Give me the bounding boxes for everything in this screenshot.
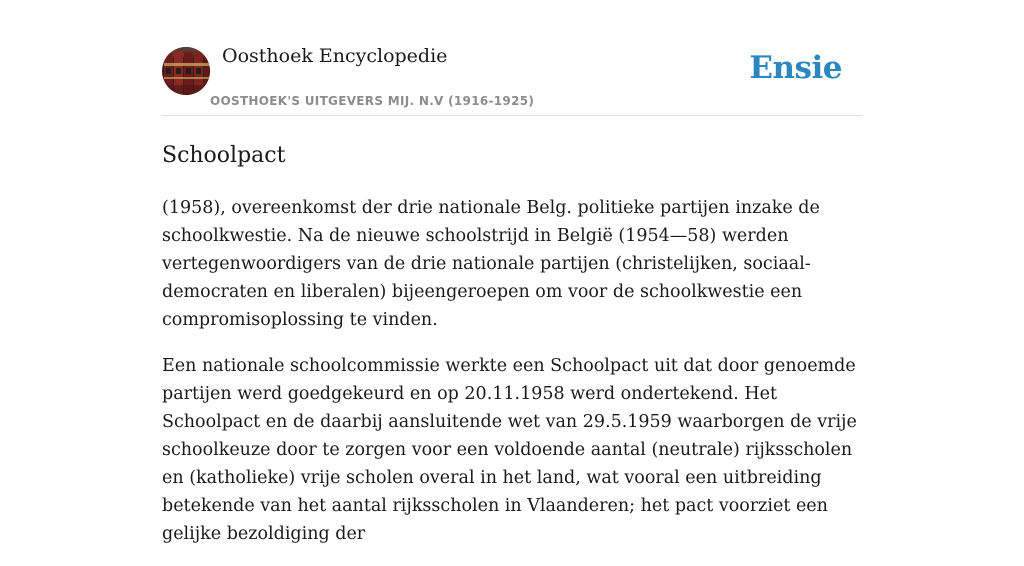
- source-header: [162, 0, 862, 116]
- article-paragraph: Een nationale schoolcommissie werkte een Schoolpact uit dat door genoemde partijen werd goedgekeurd en op 20.11.1958 werd ondertekend. Het Schoolpact en de daarbij aansluitende wet van 29.5.1959 waarborgen de vrije schoolkeuze door te zorgen voor een voldoende aantal (neutrale) rijksscholen en (katholieke) vrije scholen overal in het land, wat vooral een uitbreiding betekende van het aantal rijksscholen in Vlaanderen; het pact voorziet een gelijke bezoldiging der: [162, 356, 857, 544]
- source-avatar[interactable]: [162, 47, 210, 95]
- article-paragraph: (1958), overeenkomst der drie nationale Belg. politieke partijen inzake de schoolkwestie. Na de nieuwe schoolstrijd in België (1954—58) werden vertegenwoordigers van de drie nationale partijen (christelijken, sociaal-democraten en liberalen) bijeengeroepen om voor de schoolkwestie een compromisoplossing te vinden.: [162, 198, 820, 330]
- article-title: Schoolpact: [162, 143, 286, 168]
- article-body: [162, 194, 862, 548]
- brand-logo[interactable]: Ensie: [749, 50, 842, 86]
- source-name[interactable]: Oosthoek Encyclopedie: [222, 45, 448, 67]
- book-spines-icon: [162, 47, 210, 95]
- article-page: [162, 0, 862, 566]
- publisher-label: OOSTHOEK'S UITGEVERS MIJ. N.V (1916-1925): [210, 94, 535, 108]
